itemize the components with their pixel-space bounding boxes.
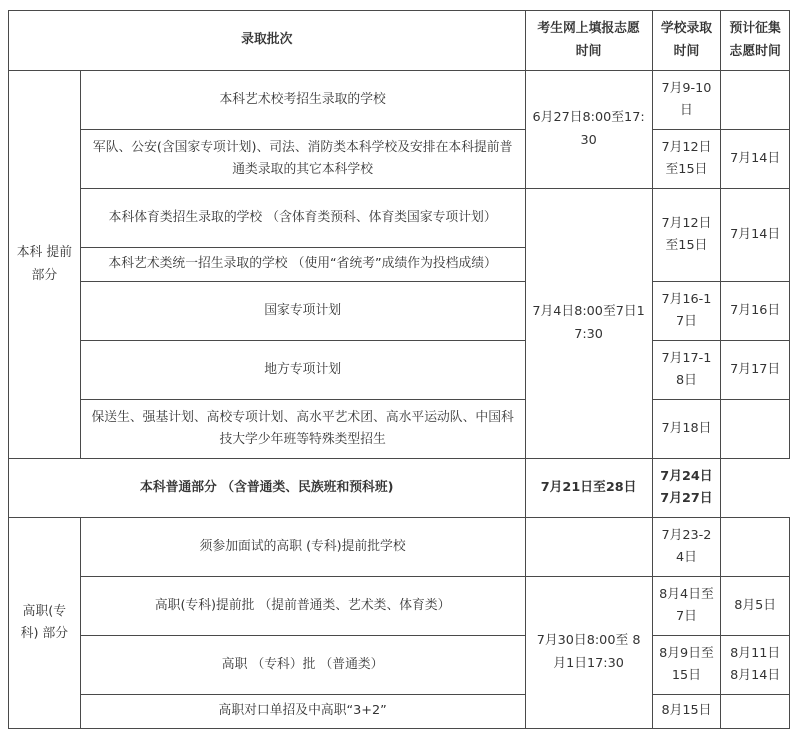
table-header-row [9, 11, 790, 71]
batch-name: 本科艺术校考招生录取的学校 [80, 71, 525, 130]
fill-time: 6月27日8:00至17:30 [525, 71, 652, 189]
admit-time: 7月9-10日 [652, 71, 721, 130]
batch-name: 军队、公安(含国家专项计划)、司法、消防类本科学校及安排在本科提前普通类录取的其它本科学校 [80, 130, 525, 189]
table-row [9, 400, 790, 459]
admit-time: 8月9日至15日 [652, 636, 721, 695]
collect-time: 8月11日 8月14日 [721, 636, 790, 695]
batch-name: 地方专项计划 [80, 341, 525, 400]
table-row [9, 71, 790, 130]
admit-time: 7月21日至28日 [525, 459, 652, 518]
batch-name: 本科艺术类统一招生录取的学校 （使用“省统考”成绩作为投档成绩） [80, 248, 525, 282]
table-row [9, 341, 790, 400]
batch-name: 保送生、强基计划、高校专项计划、高水平艺术团、高水平运动队、中国科技大学少年班等特殊类型招生 [80, 400, 525, 459]
collect-time [721, 400, 790, 459]
table-row [9, 189, 790, 248]
header-school-admission-time: 学校录取时间 [652, 11, 721, 71]
table-row [9, 636, 790, 695]
fill-time [525, 518, 652, 577]
admit-time: 7月18日 [652, 400, 721, 459]
group-gaozhi-early: 高职(专科) 部分 [9, 518, 81, 729]
collect-time: 7月14日 [721, 130, 790, 189]
group-benke-early: 本科 提前部分 [9, 71, 81, 459]
admit-time: 7月12日至15日 [652, 130, 721, 189]
batch-name: 高职(专科)提前批 （提前普通类、艺术类、体育类） [80, 577, 525, 636]
admit-time: 8月4日至7日 [652, 577, 721, 636]
admit-time: 7月23-24日 [652, 518, 721, 577]
table-row [9, 459, 790, 518]
admission-schedule-table [8, 10, 790, 729]
admit-time: 7月17-18日 [652, 341, 721, 400]
collect-time [721, 695, 790, 729]
table-row [9, 695, 790, 729]
collect-time [721, 71, 790, 130]
batch-name: 国家专项计划 [80, 282, 525, 341]
collect-time: 7月24日 7月27日 [652, 459, 721, 518]
header-expected-collection-time: 预计征集 志愿时间 [721, 11, 790, 71]
batch-name: 须参加面试的高职 (专科)提前批学校 [80, 518, 525, 577]
collect-time [721, 518, 790, 577]
table-row [9, 282, 790, 341]
header-online-fill-time: 考生网上填报志愿时间 [525, 11, 652, 71]
admit-time: 7月12日至15日 [652, 189, 721, 282]
batch-name: 高职对口单招及中高职“3+2” [80, 695, 525, 729]
collect-time: 7月17日 [721, 341, 790, 400]
fill-time: 7月4日8:00至7日17:30 [525, 189, 652, 459]
batch-name: 本科普通部分 （含普通类、民族班和预科班) [9, 459, 526, 518]
table-row [9, 577, 790, 636]
fill-time: 7月30日8:00至 8月1日17:30 [525, 577, 652, 729]
table-row [9, 130, 790, 189]
collect-time: 8月5日 [721, 577, 790, 636]
admit-time: 7月16-17日 [652, 282, 721, 341]
collect-time: 7月14日 [721, 189, 790, 282]
table-row [9, 518, 790, 577]
header-batch: 录取批次 [9, 11, 526, 71]
admit-time: 8月15日 [652, 695, 721, 729]
batch-name: 高职 （专科）批 （普通类） [80, 636, 525, 695]
batch-name: 本科体育类招生录取的学校 （含体育类预科、体育类国家专项计划） [80, 189, 525, 248]
collect-time: 7月16日 [721, 282, 790, 341]
